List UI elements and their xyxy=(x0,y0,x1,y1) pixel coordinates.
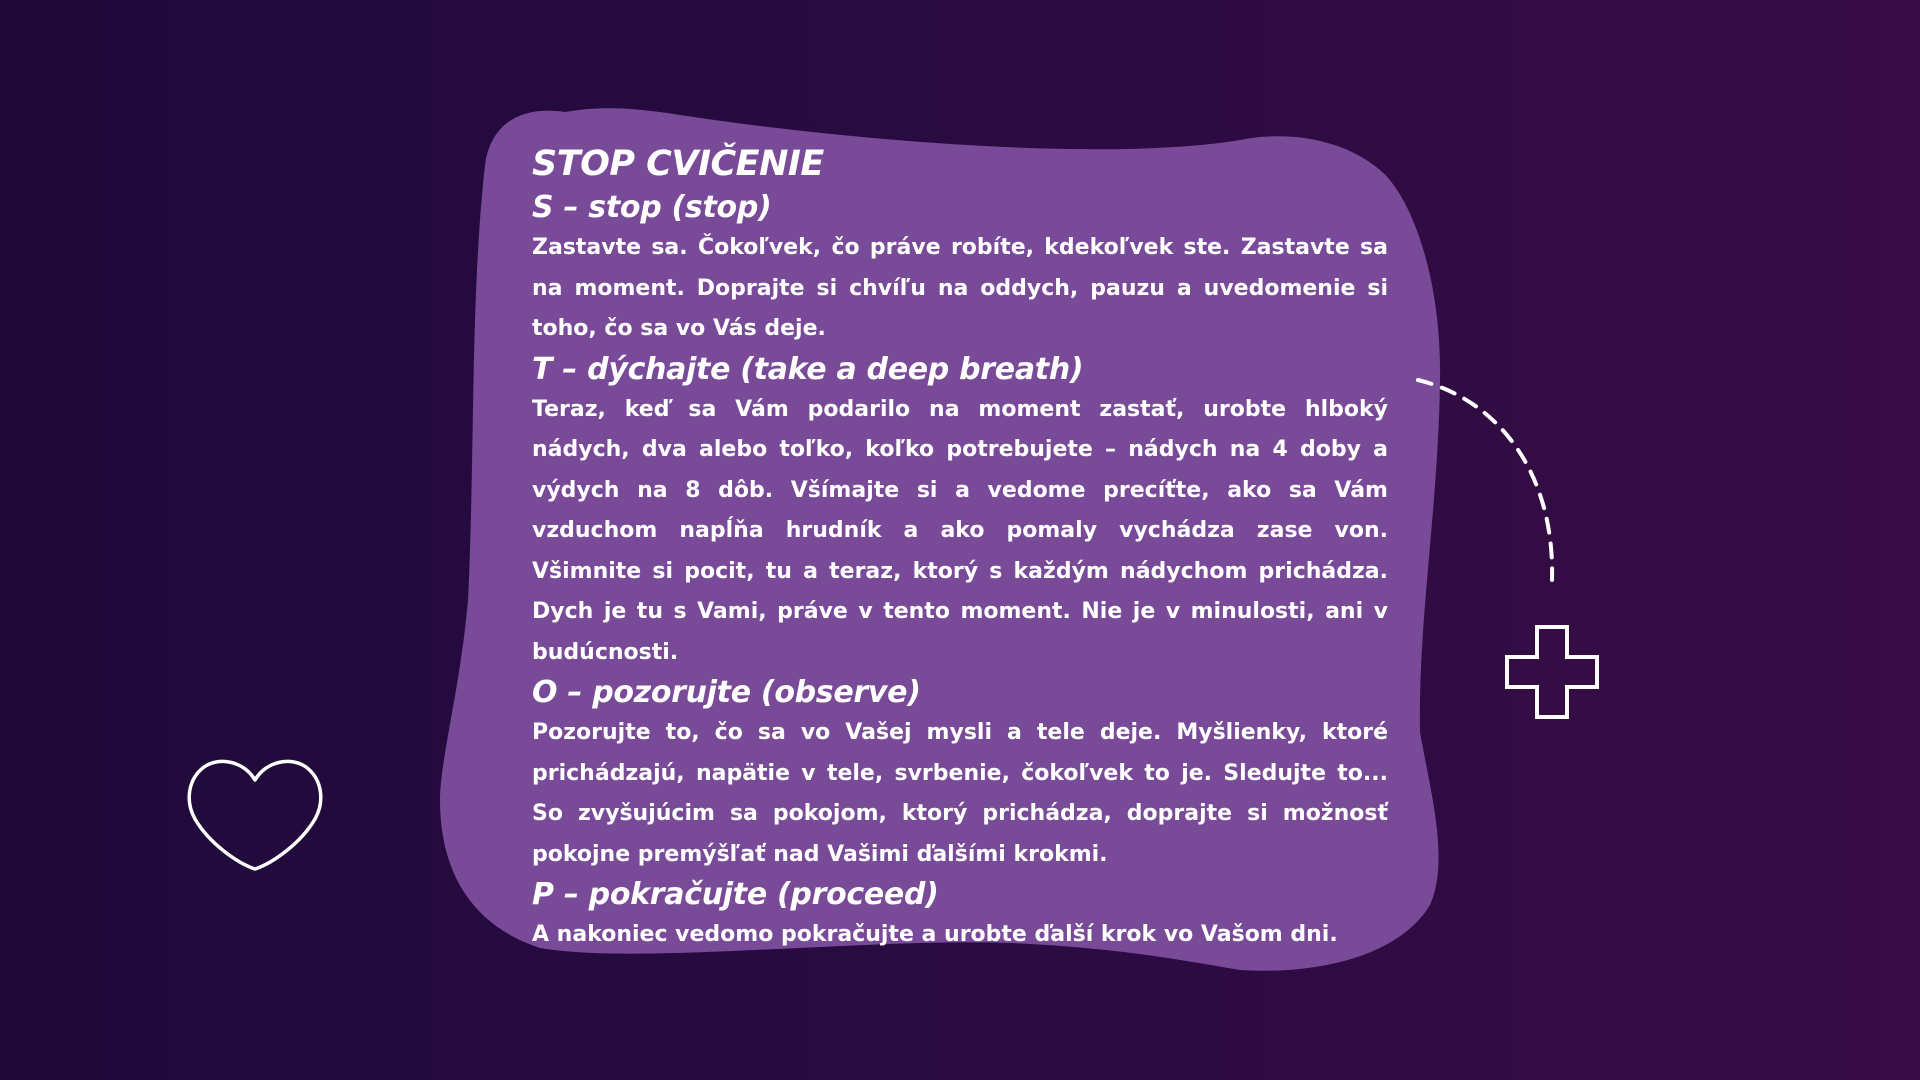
section-breathe-text: Teraz, keď sa Vám podarilo na moment zastať, urobte hlboký nádych, dva alebo toľko, koľko potrebujete – nádych na 4 doby a výdych na 8 dôb. Všímajte si a vedome precíťte, ako sa Vám vzduchom napĺňa hrudník a ako pomaly vychádza zase von. Všimnite si pocit, tu a teraz, ktorý s každým nádychom prichádza. Dych je tu s Vami, práve v tento moment. Nie je v minulosti, ani v budúcnosti. xyxy=(532,396,1388,665)
dashed-arc-connector xyxy=(1410,375,1560,585)
section-stop xyxy=(532,188,1388,350)
section-observe-text: Pozorujte to, čo sa vo Vašej mysli a tele deje. Myšlienky, ktoré prichádzajú, napätie v tele, svrbenie, čokoľvek to je. Sledujte to... So zvyšujúcim sa pokojom, ktorý prichádza, doprajte si možnosť pokojne premýšľať nad Vašimi ďalšími krokmi. xyxy=(532,720,1388,867)
heart-icon xyxy=(183,755,327,873)
slide-title: STOP CVIČENIE xyxy=(532,144,824,184)
plus-icon xyxy=(1504,624,1600,720)
section-breathe-heading: T – dýchajte (take a deep breath) xyxy=(532,351,1084,387)
stop-exercise-content xyxy=(532,140,1388,956)
section-proceed xyxy=(532,875,1388,956)
section-stop-heading: S – stop (stop) xyxy=(532,190,772,225)
section-breathe xyxy=(532,350,1388,674)
section-observe xyxy=(532,673,1388,875)
section-proceed-text: A nakoniec vedomo pokračujte a urobte ďalší krok vo Vašom dni. xyxy=(532,922,1338,947)
section-proceed-heading: P – pokračujte (proceed) xyxy=(532,877,939,912)
section-observe-heading: O – pozorujte (observe) xyxy=(532,675,921,710)
section-stop-text: Zastavte sa. Čokoľvek, čo práve robíte, kdekoľvek ste. Zastavte sa na moment. Doprajte si chvíľu na oddych, pauzu a uvedomenie si toho, čo sa vo Vás deje. xyxy=(532,235,1388,341)
